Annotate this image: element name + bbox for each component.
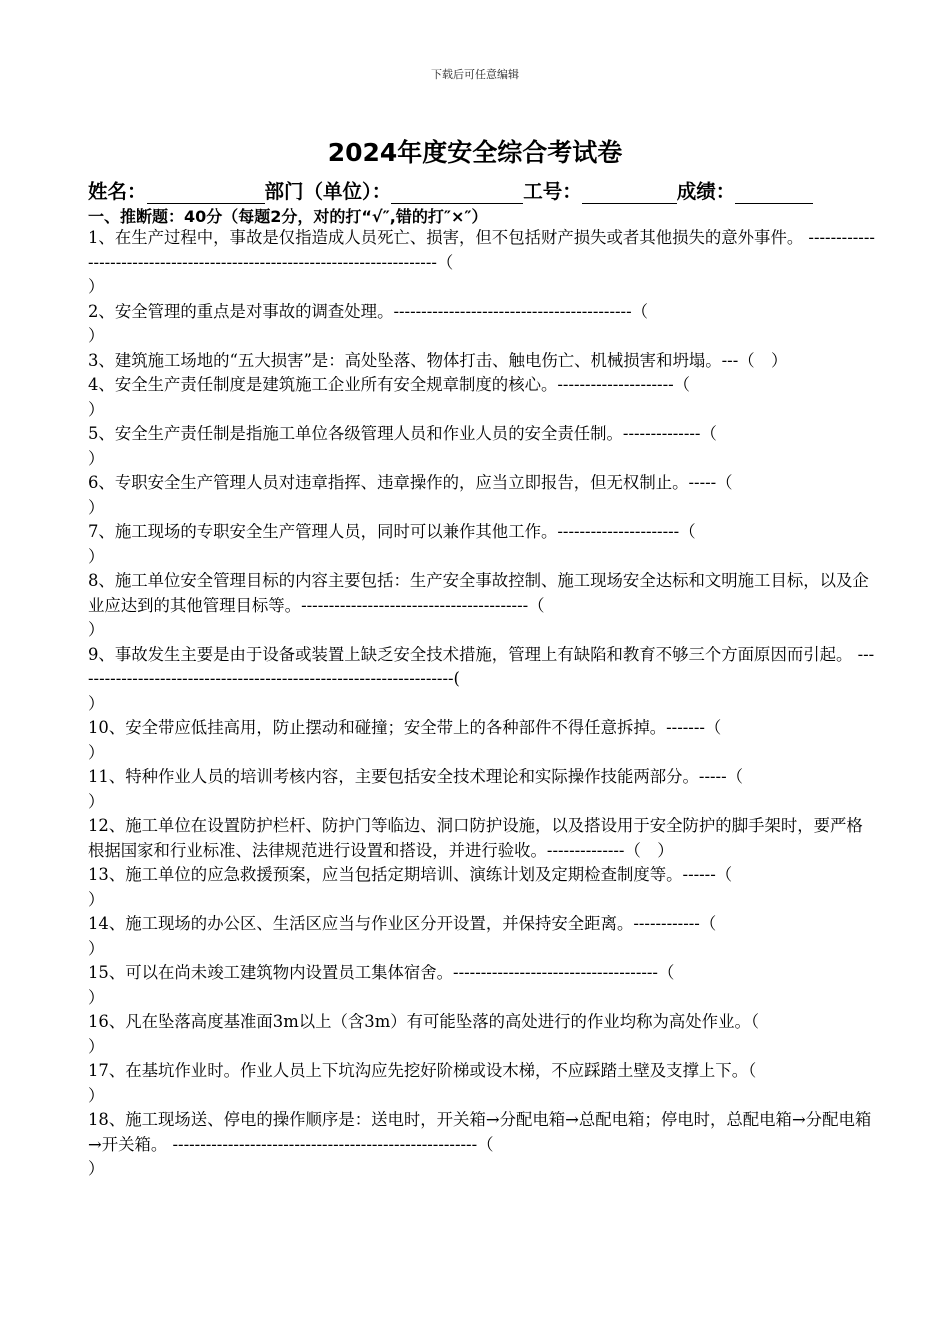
question-item: 5、安全生产责任制是指施工单位各级管理人员和作业人员的安全责任制。--------------（ ） <box>88 424 717 468</box>
question-item: 11、特种作业人员的培训考核内容，主要包括安全技术理论和实际操作技能两部分。-----（ ） <box>88 767 743 811</box>
question-item: 3、建筑施工场地的“五大损害”是：高处坠落、物体打击、触电伤亡、机械损害和坍塌。---（ ） <box>88 350 788 370</box>
name-label: 姓名： <box>88 180 147 203</box>
question-item: 15、可以在尚未竣工建筑物内设置员工集体宿舍。-------------------------------------（ ） <box>88 963 675 1007</box>
question-item: 2、安全管理的重点是对事故的调查处理。-------------------------------------------（ ） <box>88 301 648 345</box>
question-item: 13、施工单位的应急救援预案，应当包括定期培训、演练计划及定期检查制度等。------（ ） <box>88 865 733 909</box>
id-blank[interactable] <box>582 181 677 204</box>
section-heading: 一、推断题：40分（每题2分，对的打“√″,错的打″×″） <box>88 207 488 226</box>
score-blank[interactable] <box>735 181 813 204</box>
question-item: 7、施工现场的专职安全生产管理人员，同时可以兼作其他工作。----------------------（ ） <box>88 522 696 566</box>
dept-label: 部门（单位）： <box>264 180 392 203</box>
question-item: 17、在基坑作业时。作业人员上下坑沟应先挖好阶梯或设木梯，不应踩踏土壁及支撑上下。（ ） <box>88 1061 757 1105</box>
dept-blank[interactable] <box>391 181 523 204</box>
question-item: 12、施工单位在设置防护栏杆、防护门等临边、洞口防护设施，以及搭设用于安全防护的脚手架时，要严格根据国家和行业标准、法律规范进行设置和搭设，并进行验收。--------------（ ） <box>88 816 863 860</box>
candidate-info-row <box>88 176 878 204</box>
question-item: 10、安全带应低挂高用，防止摆动和碰撞；安全带上的各种部件不得任意拆掉。-------（ ） <box>88 718 722 762</box>
question-item: 9、事故发生主要是由于设备或装置上缺乏安全技术措施，管理上有缺陷和教育不够三个方面原因而引起。 ---------------------------------------------------------------------( ） <box>88 644 875 713</box>
question-item: 18、施工现场送、停电的操作顺序是：送电时，开关箱→分配电箱→总配电箱；停电时，总配电箱→分配电箱→开关箱。 -------------------------------------------------------（ ） <box>88 1110 872 1178</box>
id-label: 工号： <box>523 180 582 203</box>
question-item: 8、施工单位安全管理目标的内容主要包括：生产安全事故控制、施工现场安全达标和文明施工目标，以及企业应达到的其他管理目标等。-----------------------------------------（ ） <box>88 571 869 639</box>
question-item: 1、在生产过程中，事故是仅指造成人员死亡、损害，但不包括财产损失或者其他损失的意外事件。 ---------------------------------------------------------------------------（ ） <box>88 228 875 296</box>
page-title: 2024年度安全综合考试卷 <box>327 138 623 167</box>
header-note: 下载后可任意编辑 <box>431 68 519 81</box>
score-label: 成绩： <box>676 180 736 203</box>
question-list <box>88 226 878 1182</box>
question-item: 14、施工现场的办公区、生活区应当与作业区分开设置，并保持安全距离。------------（ ） <box>88 914 717 958</box>
name-blank[interactable] <box>147 181 265 204</box>
question-item: 4、安全生产责任制度是建筑施工企业所有安全规章制度的核心。---------------------（ ） <box>88 375 691 419</box>
question-item: 6、专职安全生产管理人员对违章指挥、违章操作的，应当立即报告，但无权制止。-----（ ） <box>88 473 733 517</box>
question-item: 16、凡在坠落高度基准面3m以上（含3m）有可能坠落的高处进行的作业均称为高处作业。（ ） <box>88 1012 760 1056</box>
